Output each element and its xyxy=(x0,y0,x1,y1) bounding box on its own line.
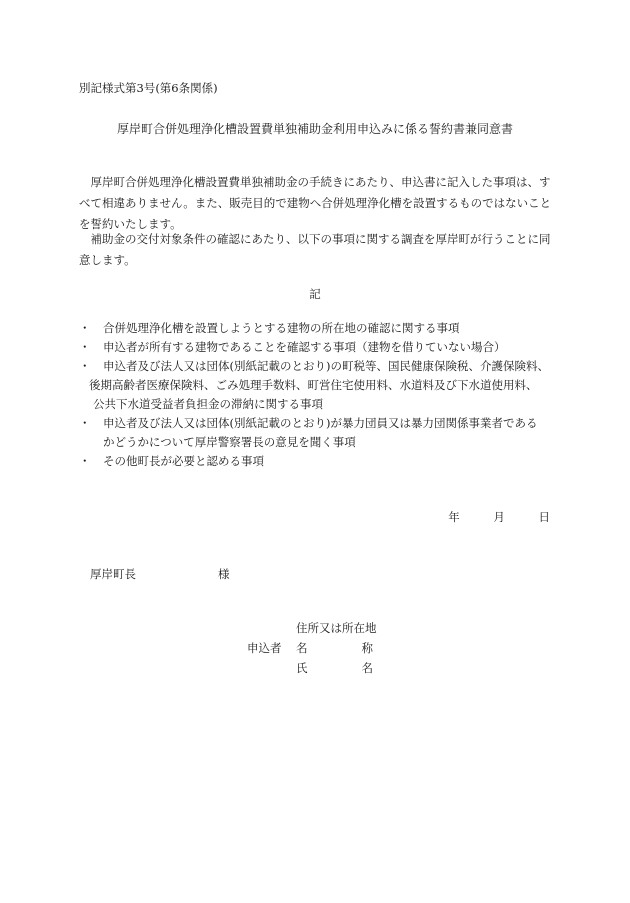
item-text: 申込者及び法人又は団体(別紙記載のとおり)の町税等、国民健康保険税、介護保険料、 xyxy=(103,359,549,373)
label-char: 名 xyxy=(296,641,308,655)
item-text: 申込者及び法人又は団体(別紙記載のとおり)が暴力団員又は暴力団関係事業者である xyxy=(103,416,538,430)
form-number: 別記様式第3号(第6条関係) xyxy=(79,81,218,95)
investigation-items-list xyxy=(79,319,559,471)
address-label: 住所又は所在地 xyxy=(296,621,377,635)
item-text: 申込者が所有する建物であることを確認する事項（建物を借りていない場合） xyxy=(103,340,506,354)
item-text-continued: 後期高齢者医療保険料、ごみ処理手数料、町営住宅使用料、水道料及び下水道使用料、 xyxy=(89,378,538,392)
date-month-label: 月 xyxy=(493,510,505,524)
label-char: 名 xyxy=(361,661,373,675)
bullet-mark: ・ xyxy=(79,359,91,373)
document-title: 厚岸町合併処理浄化槽設置費単独補助金利用申込みに係る誓約書兼同意書 xyxy=(116,122,513,136)
bullet-mark: ・ xyxy=(79,454,91,468)
item-text: その他町長が必要と認める事項 xyxy=(103,454,264,468)
bullet-mark: ・ xyxy=(79,416,91,430)
ki-heading: 記 xyxy=(309,287,321,301)
list-item xyxy=(79,414,559,452)
addressee-name: 厚岸町長 xyxy=(90,567,136,581)
bullet-mark: ・ xyxy=(79,340,91,354)
person-name-label xyxy=(296,660,373,676)
consent-paragraph: 補助金の交付対象条件の確認にあたり、以下の事項に関する調査を厚岸町が行うことに同意します。 xyxy=(79,232,551,267)
item-text-continued: かどうかについて厚岸警察署長の意見を聞く事項 xyxy=(103,435,356,449)
list-item xyxy=(79,338,559,357)
addressee-honorific: 様 xyxy=(218,567,230,581)
organization-name-label xyxy=(296,640,373,656)
item-text: 合併処理浄化槽を設置しようとする建物の所在地の確認に関する事項 xyxy=(103,321,460,335)
item-text-continued: 公共下水道受益者負担金の滞納に関する事項 xyxy=(93,397,323,411)
addressee xyxy=(90,566,230,582)
list-item xyxy=(79,452,559,471)
pledge-paragraph: 厚岸町合併処理浄化槽設置費単独補助金の手続きにあたり、申込書に記入した事項は、すべて相違ありません。また、販売目的で建物へ合併処理浄化槽を設置するものではないことを誓約いたします。 xyxy=(79,175,552,231)
label-char: 氏 xyxy=(296,661,308,675)
applicant-label: 申込者 xyxy=(247,641,282,655)
bullet-mark: ・ xyxy=(79,321,91,335)
date-year-label: 年 xyxy=(448,510,460,524)
label-char: 称 xyxy=(361,641,373,655)
date-line xyxy=(418,509,550,525)
list-item xyxy=(79,357,559,414)
list-item xyxy=(79,319,559,338)
date-day-label: 日 xyxy=(538,510,550,524)
